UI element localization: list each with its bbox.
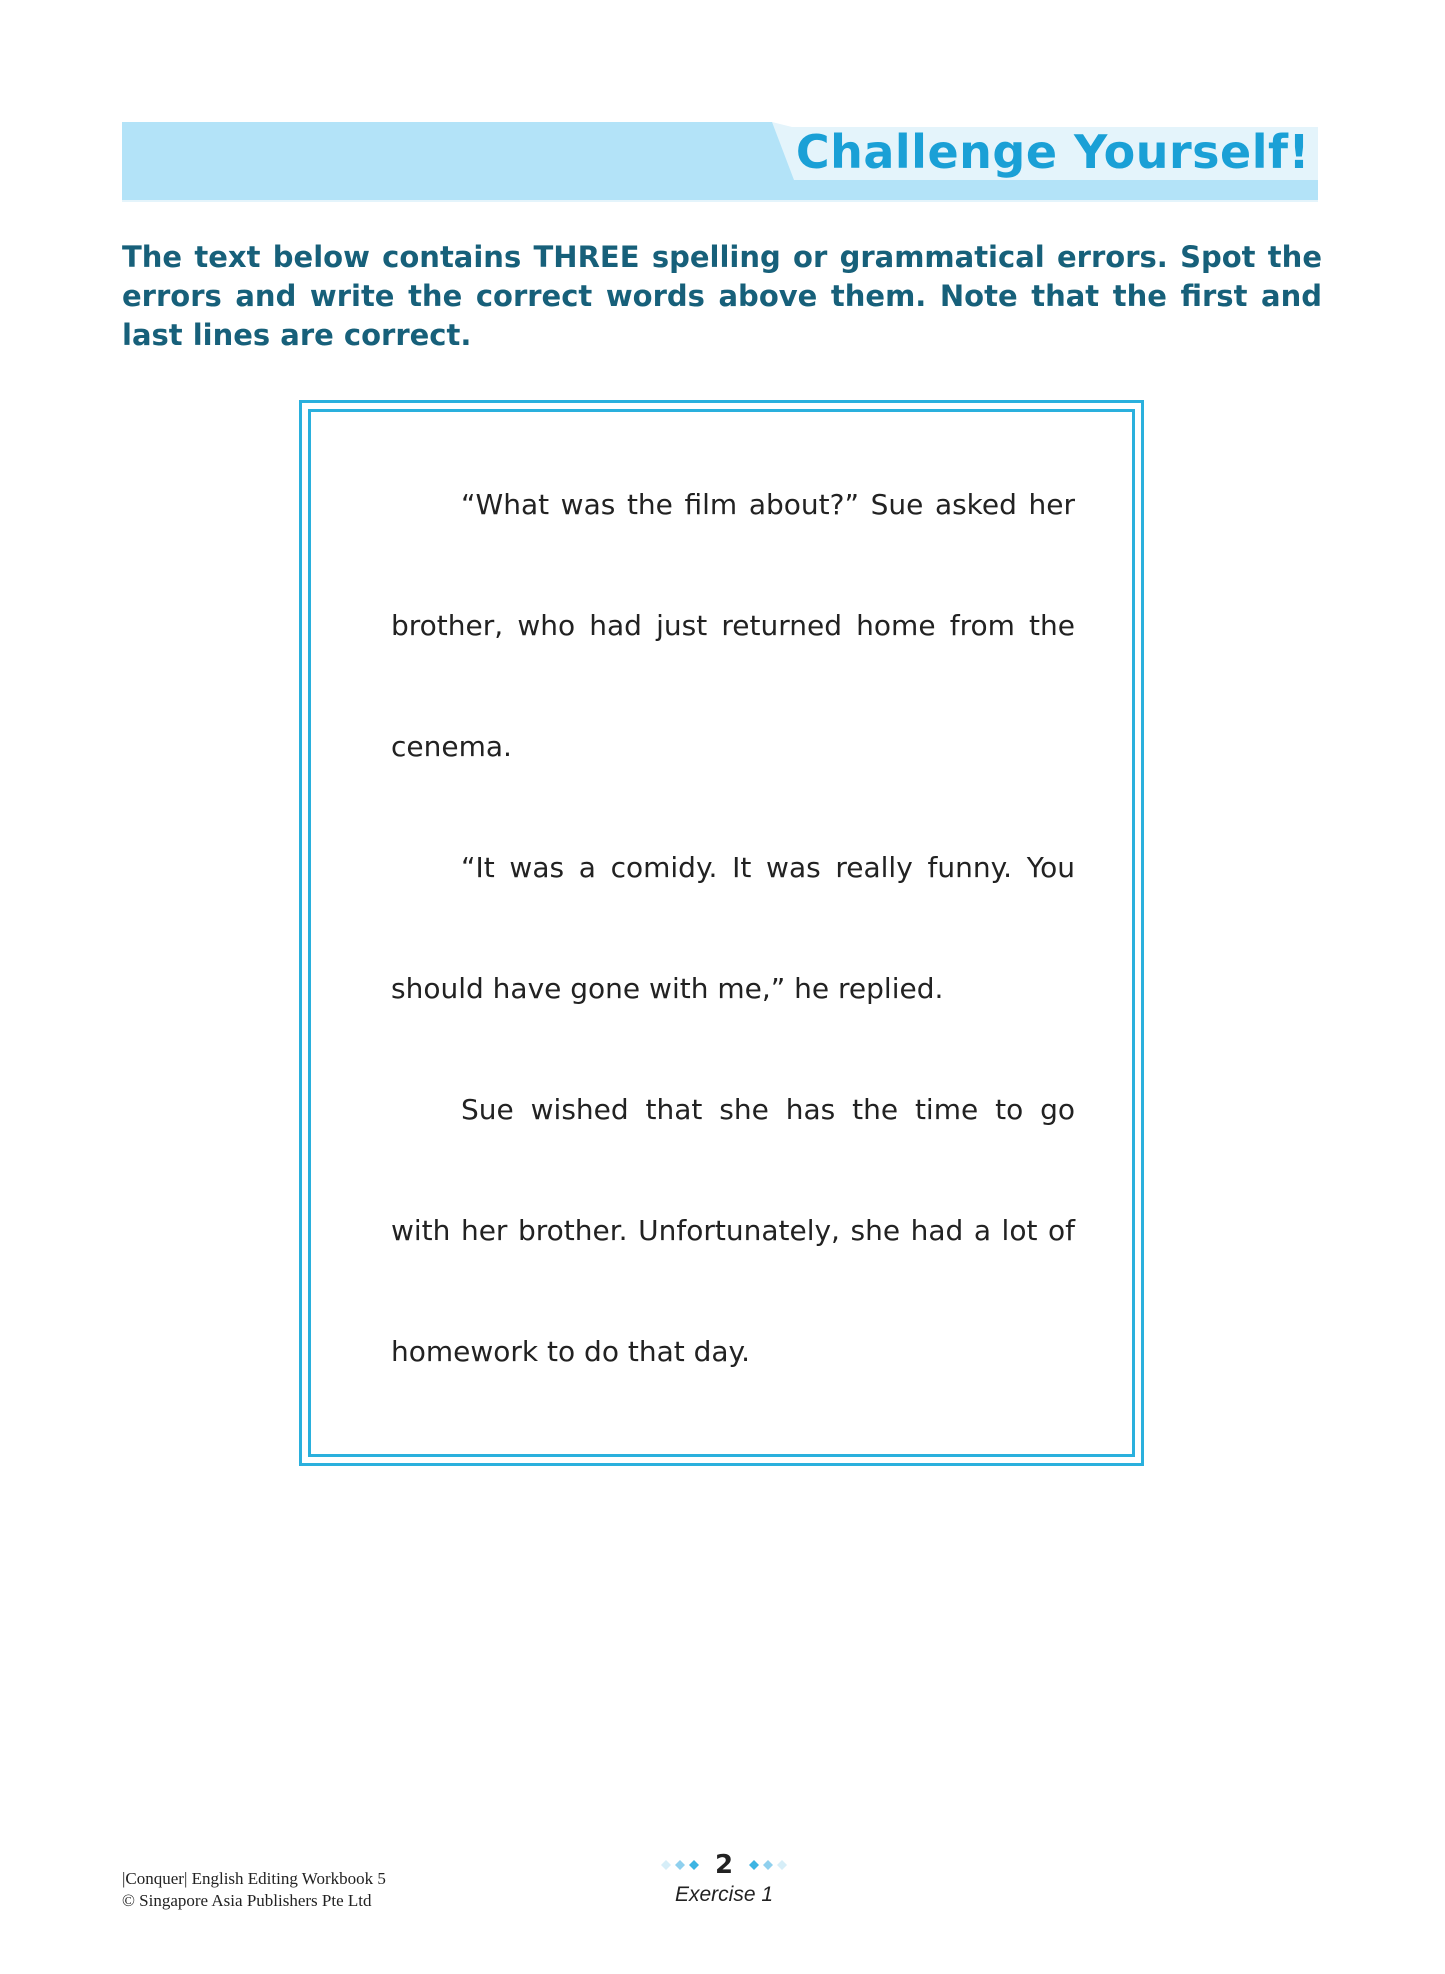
passage-line: homework to do that day. bbox=[391, 1335, 751, 1368]
passage-box bbox=[299, 400, 1144, 1466]
diamond-right-icon bbox=[741, 1858, 791, 1872]
publisher-info bbox=[122, 1868, 386, 1912]
passage-line: brother, who had just returned home from the bbox=[391, 609, 1075, 642]
page-footer bbox=[640, 1848, 808, 1908]
passage-box-inner-border bbox=[308, 409, 1135, 1457]
passage-line: “What was the film about?” Sue asked her bbox=[461, 488, 1075, 521]
instructions-text: The text below contains THREE spelling or grammatical errors. Spot the errors and write the correct words above them. Note that the first and last lines are correct. bbox=[122, 240, 1322, 352]
diamond-left-icon bbox=[657, 1858, 707, 1872]
passage-line: “It was a comidy. It was really funny. You bbox=[461, 851, 1075, 884]
workbook-title: |Conquer| English Editing Workbook 5 bbox=[122, 1869, 386, 1888]
exercise-label: Exercise 1 bbox=[674, 1883, 774, 1906]
header-banner bbox=[122, 122, 1318, 202]
passage-line: cenema. bbox=[391, 730, 512, 763]
copyright-notice: © Singapore Asia Publishers Pte Ltd bbox=[122, 1891, 372, 1910]
passage-line: with her brother. Unfortunately, she had a lot of bbox=[391, 1214, 1075, 1247]
passage-line: should have gone with me,” he replied. bbox=[391, 972, 944, 1005]
page-title: Challenge Yourself! bbox=[795, 125, 1310, 179]
page-number: 2 bbox=[714, 1850, 734, 1880]
passage-line: Sue wished that she has the time to go bbox=[461, 1093, 1075, 1126]
passage bbox=[391, 487, 1075, 1455]
